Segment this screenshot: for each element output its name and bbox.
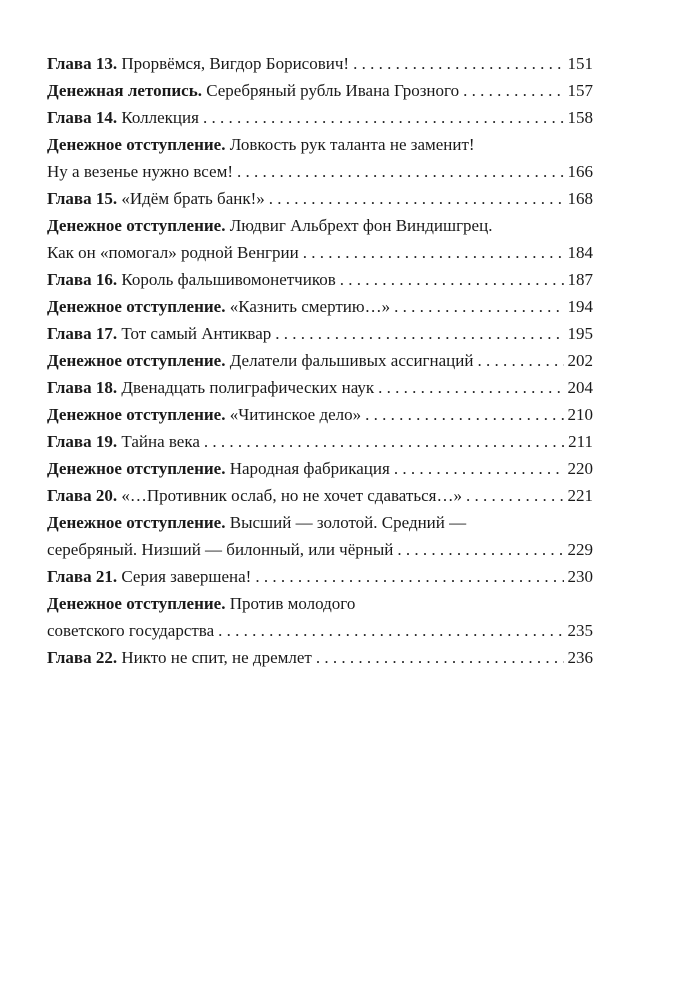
dot-leader — [275, 320, 563, 347]
toc-entry-title-continued: серебряный. Низший — билонный, или чёрный — [47, 540, 394, 559]
toc-entry-title: «Казнить смертию…» — [229, 297, 391, 316]
toc-entry-title: Серебряный рубль Ивана Грозного — [206, 81, 460, 100]
toc-entry-label: Денежное отступление. — [47, 135, 226, 154]
toc-entry-title: Делатели фальшивых ассигнаций — [229, 351, 474, 370]
toc-line — [47, 77, 593, 104]
toc-entry-label: Денежное отступление. — [47, 459, 226, 478]
toc-line — [47, 158, 593, 185]
toc-entry-title-continued: советского государства — [47, 621, 215, 640]
toc-entry-title: Прорвёмся, Вигдор Борисович! — [121, 54, 350, 73]
toc-entry-title: Высший — золотой. Средний — — [229, 513, 467, 532]
toc-entry-label: Денежное отступление. — [47, 297, 226, 316]
toc-entry — [47, 131, 593, 185]
toc-entry — [47, 509, 593, 563]
dot-leader — [397, 536, 563, 563]
toc-page-number: 184 — [567, 243, 593, 262]
toc-line — [47, 239, 593, 266]
toc-entry-label: Денежное отступление. — [47, 594, 226, 613]
toc-page-number: 236 — [567, 648, 593, 667]
toc-entry-title: «…Противник ослаб, но не хочет сдаваться…» — [121, 486, 462, 505]
toc-page-number: 187 — [567, 270, 593, 289]
toc-line — [47, 50, 593, 77]
toc-entry — [47, 104, 593, 131]
toc-line — [47, 617, 593, 644]
toc-entry-label: Денежная летопись. — [47, 81, 202, 100]
toc-line — [47, 563, 593, 590]
toc-page-number: 230 — [567, 567, 593, 586]
toc-entry-title: Серия завершена! — [121, 567, 252, 586]
dot-leader — [303, 239, 564, 266]
dot-leader — [353, 50, 563, 77]
toc-entry — [47, 590, 593, 644]
toc-line — [47, 482, 593, 509]
toc-entry-title: Ловкость рук таланта не заменит! — [229, 135, 475, 154]
toc-line — [47, 293, 593, 320]
toc-entry — [47, 428, 593, 455]
toc-entry — [47, 50, 593, 77]
toc-entry-title: Никто не спит, не дремлет — [121, 648, 312, 667]
toc-entry — [47, 482, 593, 509]
toc-line — [47, 320, 593, 347]
toc-entry-label: Глава 19. — [47, 432, 118, 451]
dot-leader — [394, 293, 563, 320]
toc-entry-label: Денежное отступление. — [47, 513, 226, 532]
toc-entry — [47, 212, 593, 266]
toc-entry-title: Коллекция — [121, 108, 199, 127]
dot-leader — [316, 644, 564, 671]
toc-entry — [47, 563, 593, 590]
toc-line — [47, 455, 593, 482]
toc-entry — [47, 293, 593, 320]
toc-entry-label: Глава 14. — [47, 108, 118, 127]
dot-leader — [394, 455, 564, 482]
toc-entry — [47, 401, 593, 428]
toc-entry-title: «Идём брать банк!» — [121, 189, 265, 208]
toc-entry-label: Глава 15. — [47, 189, 118, 208]
toc-entry-title: Двенадцать полиграфических наук — [121, 378, 375, 397]
dot-leader — [463, 77, 563, 104]
dot-leader — [466, 482, 564, 509]
toc-page-number: 195 — [567, 324, 593, 343]
toc-page-number: 166 — [567, 162, 593, 181]
toc-entry-label: Денежное отступление. — [47, 216, 226, 235]
toc-line — [47, 266, 593, 293]
toc-entry-label: Глава 21. — [47, 567, 118, 586]
toc-line — [47, 104, 593, 131]
toc-entry-label: Глава 16. — [47, 270, 118, 289]
toc-page-number: 221 — [567, 486, 593, 505]
toc-entry — [47, 374, 593, 401]
dot-leader — [237, 158, 563, 185]
toc-line — [47, 185, 593, 212]
dot-leader — [203, 104, 564, 131]
toc-line — [47, 212, 593, 239]
toc-page-number: 157 — [567, 81, 593, 100]
toc-page-number: 210 — [567, 405, 593, 424]
toc-entry — [47, 644, 593, 671]
toc-page-number: 168 — [567, 189, 593, 208]
toc-entry-label: Глава 18. — [47, 378, 118, 397]
toc-entry-title: «Читинское дело» — [229, 405, 362, 424]
dot-leader — [218, 617, 563, 644]
toc-entry-label: Глава 17. — [47, 324, 118, 343]
toc-line — [47, 509, 593, 536]
toc-page-number: 220 — [567, 459, 593, 478]
dot-leader — [365, 401, 563, 428]
toc-line — [47, 347, 593, 374]
toc-entry — [47, 266, 593, 293]
toc-entry-title: Народная фабрикация — [229, 459, 390, 478]
toc-entry-title: Тот самый Антиквар — [121, 324, 272, 343]
toc-page-number: 229 — [567, 540, 593, 559]
toc-entry-label: Глава 13. — [47, 54, 118, 73]
toc-page-number: 204 — [567, 378, 593, 397]
dot-leader — [378, 374, 563, 401]
dot-leader — [269, 185, 564, 212]
dot-leader — [340, 266, 564, 293]
toc-entry — [47, 455, 593, 482]
toc-page-number: 151 — [567, 54, 593, 73]
toc-entry-label: Денежное отступление. — [47, 351, 226, 370]
toc-entry — [47, 185, 593, 212]
toc-entry-label: Глава 22. — [47, 648, 118, 667]
toc-page-number: 211 — [568, 432, 593, 451]
toc-entry — [47, 347, 593, 374]
dot-leader — [477, 347, 563, 374]
toc-page-number: 202 — [567, 351, 593, 370]
toc-entry-title: Против молодого — [229, 594, 356, 613]
toc-page-number: 158 — [567, 108, 593, 127]
toc-line — [47, 401, 593, 428]
toc-entry-title-continued: Как он «помогал» родной Венгрии — [47, 243, 299, 262]
toc-line — [47, 131, 593, 158]
toc-page-number: 235 — [567, 621, 593, 640]
toc-line — [47, 644, 593, 671]
toc-entry-label: Денежное отступление. — [47, 405, 226, 424]
toc-entry — [47, 320, 593, 347]
toc-entry-title: Людвиг Альбрехт фон Виндишгрец. — [229, 216, 493, 235]
toc-entry-title: Король фальшивомонетчиков — [121, 270, 336, 289]
toc-line — [47, 428, 593, 455]
dot-leader — [204, 428, 564, 455]
table-of-contents — [47, 50, 593, 671]
dot-leader — [255, 563, 563, 590]
toc-entry-title-continued: Ну а везенье нужно всем! — [47, 162, 234, 181]
toc-entry — [47, 77, 593, 104]
toc-page-number: 194 — [567, 297, 593, 316]
toc-line — [47, 536, 593, 563]
toc-entry-title: Тайна века — [121, 432, 200, 451]
toc-line — [47, 374, 593, 401]
toc-entry-label: Глава 20. — [47, 486, 118, 505]
toc-line — [47, 590, 593, 617]
